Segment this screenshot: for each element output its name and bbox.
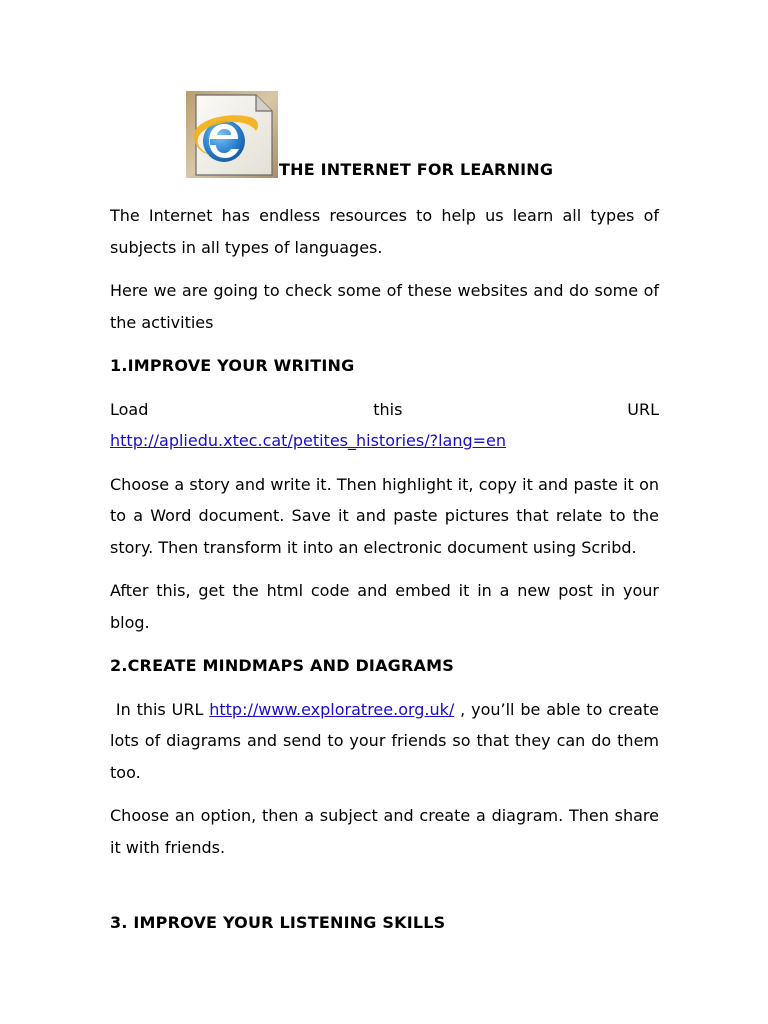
document-title: THE INTERNET FOR LEARNING [279,160,554,179]
url-after-text: , you’ll be able to create lots of diagrams and send to your friends so that they can do them too. [110,699,659,782]
section-1-paragraph-1: Choose a story and write it. Then highlight it, copy it and paste it on to a Word document. Save it and paste pictures that relate to the story. Then transform it into an electronic document using Scribd. [110,474,659,557]
section-2-heading: 2.CREATE MINDMAPS AND DIAGRAMS [110,656,454,675]
intro-paragraph-2: Here we are going to check some of these websites and do some of the activities [110,281,659,332]
url-intro-text: In this URL [110,699,204,719]
section-1-paragraph-2: After this, get the html code and embed it in a new post in your blog. [110,581,659,632]
section-1-heading: 1.IMPROVE YOUR WRITING [110,356,355,375]
url-word: URL [627,399,659,419]
internet-explorer-document-icon [186,91,278,178]
this-word: this [373,399,403,419]
blank-line [110,875,659,907]
document-body [110,200,659,951]
section-1-load-paragraph [110,394,659,457]
section-2-paragraph-1 [110,694,659,789]
intro-paragraph-1: The Internet has endless resources to help us learn all types of subjects in all types of languages. [110,206,659,257]
load-word: Load [110,399,149,419]
exploratree-link[interactable]: http://www.exploratree.org.uk/ [209,699,455,719]
load-url-line [110,394,659,426]
section-3-heading: 3. IMPROVE YOUR LISTENING SKILLS [110,913,446,932]
section-2-paragraph-2: Choose an option, then a subject and create a diagram. Then share it with friends. [110,806,659,857]
petites-histories-link[interactable]: http://apliedu.xtec.cat/petites_histories/?lang=en [110,431,507,450]
